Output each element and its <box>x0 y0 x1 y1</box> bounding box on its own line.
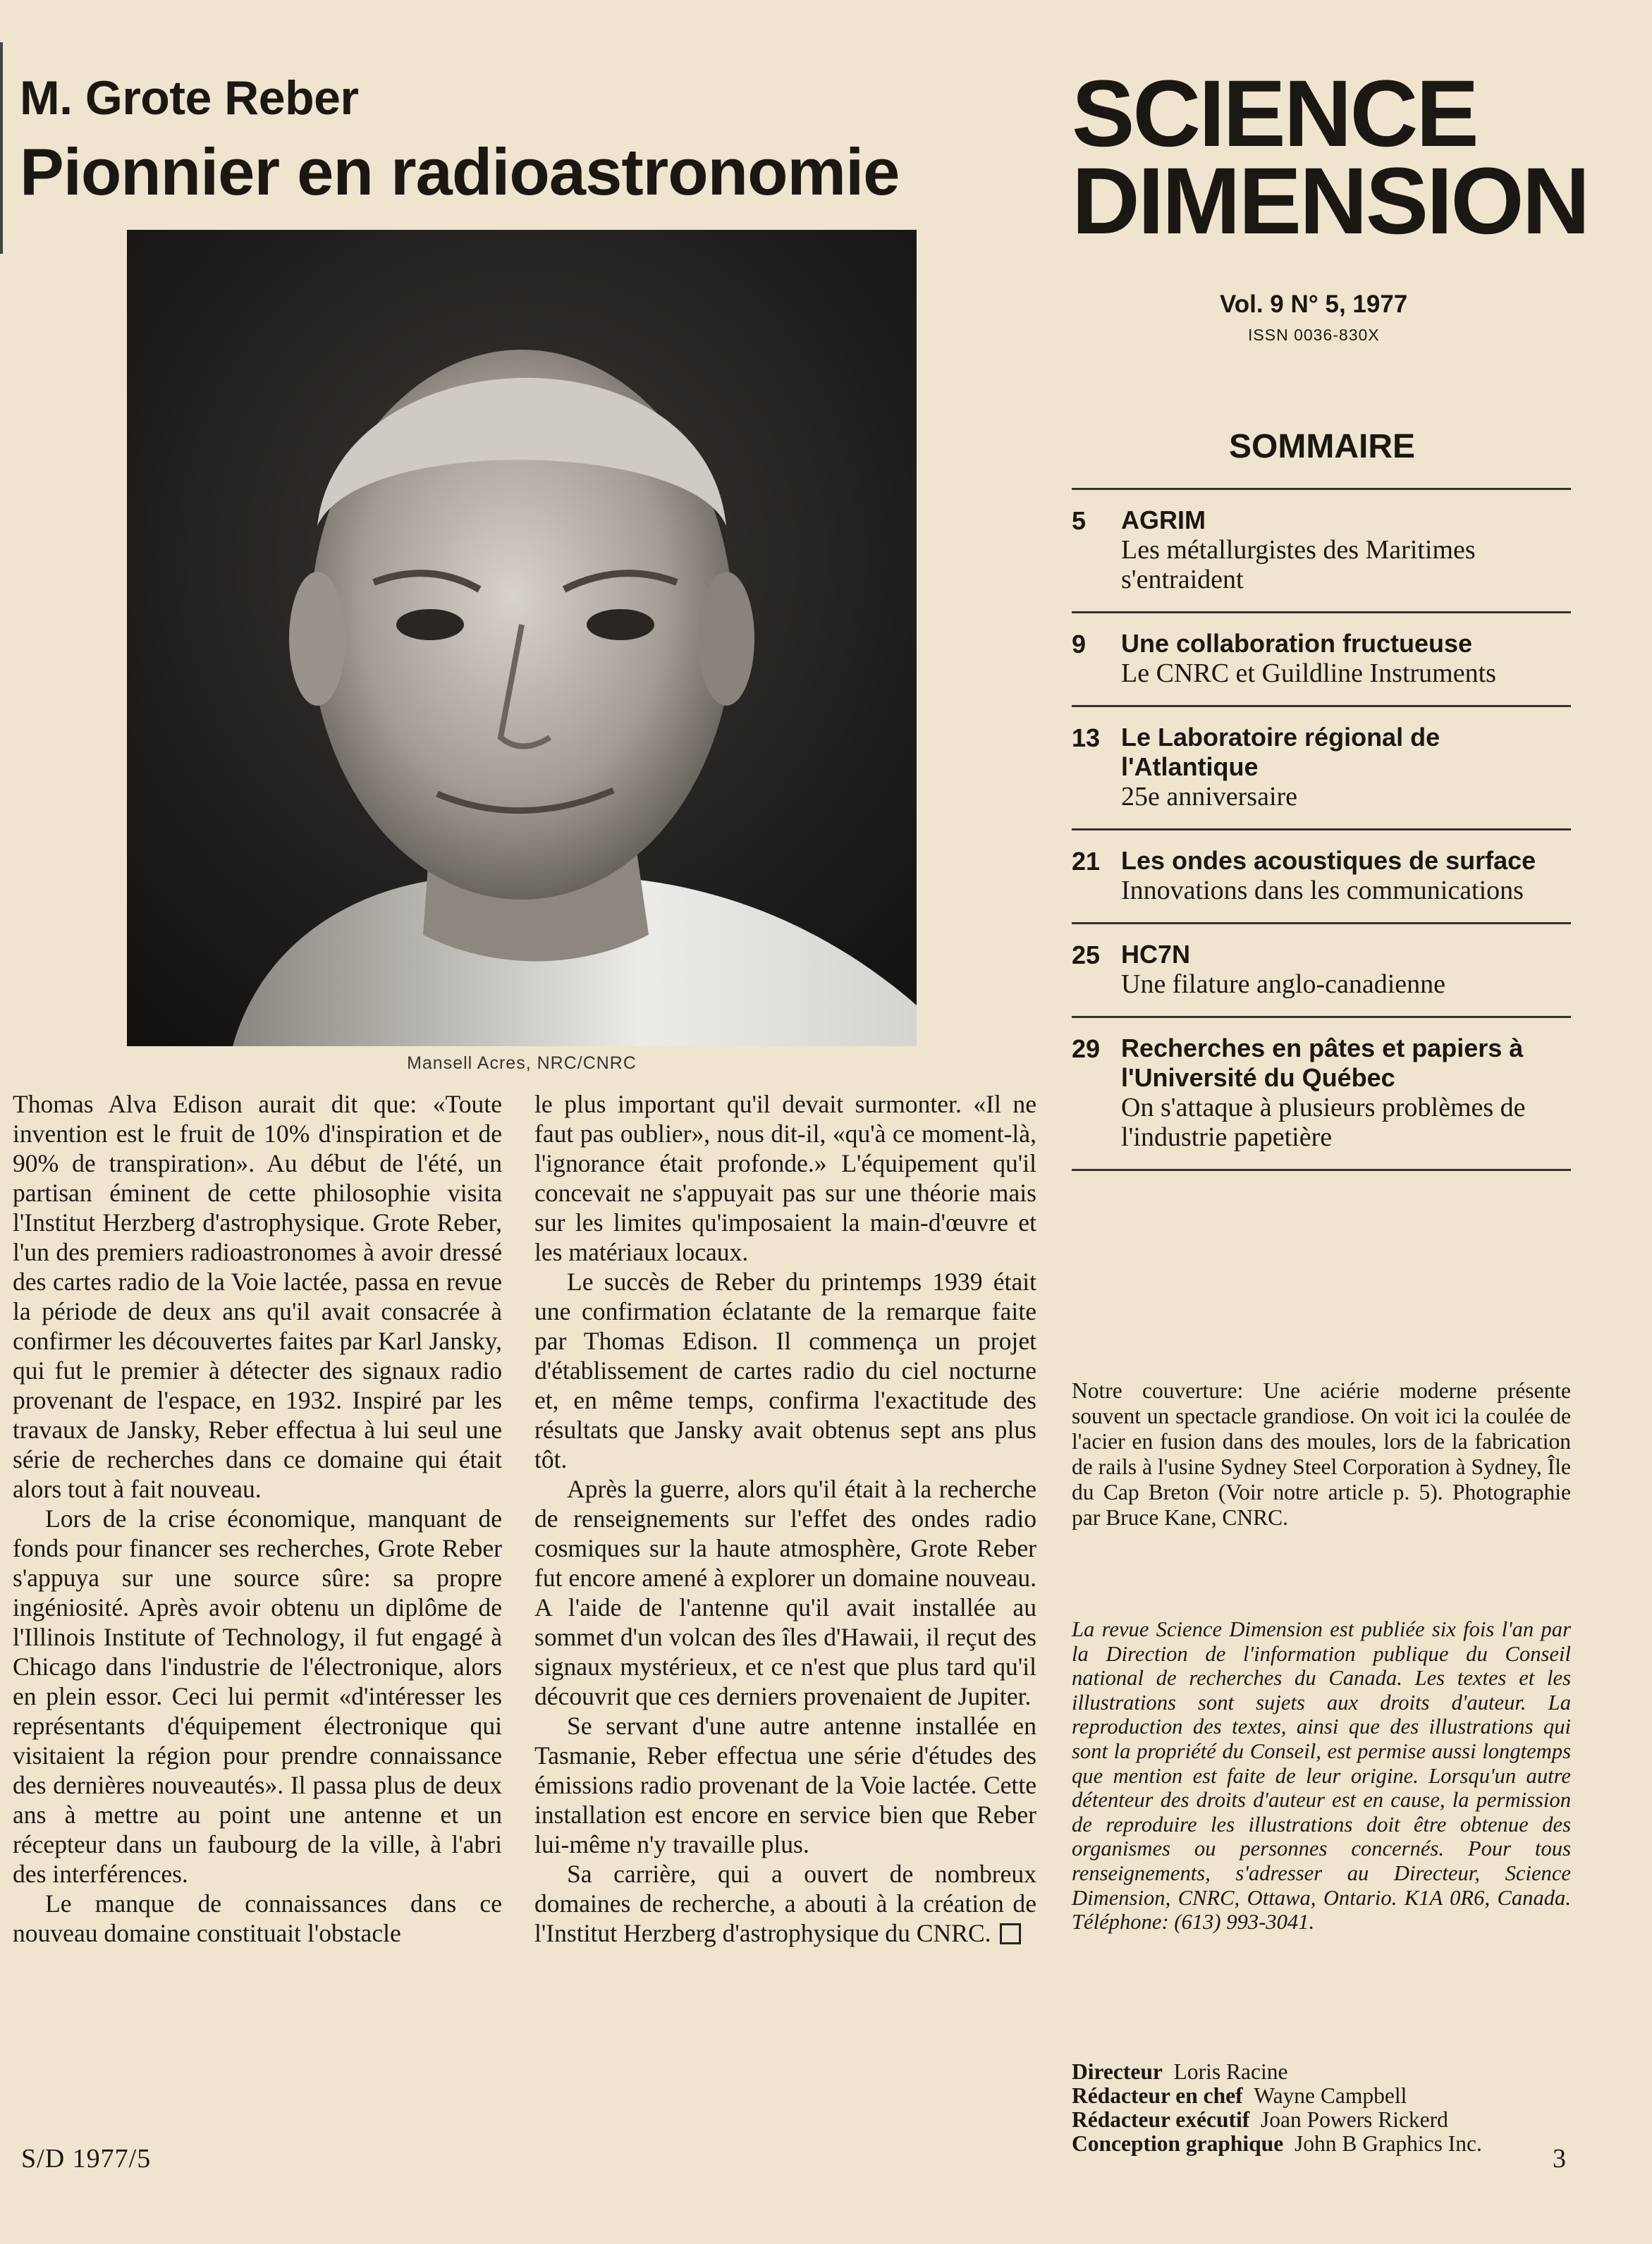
staff-name: Wayne Campbell <box>1254 2083 1407 2108</box>
portrait-illustration <box>127 230 917 1046</box>
article-paragraph: Thomas Alva Edison aurait dit que: «Toute invention est le fruit de 10% d'inspiration et de 90% de transpiration». Au début de l'été, un partisan éminent de cette philosophie visita l'Institut Herzberg d'astrophysique. Grote Reber, l'un des premiers radioastronomes à avoir dressé des cartes radio de la Voie lactée, passa en revue la période de deux ans qu'il avait consacrée à confirmer les découvertes faites par Karl Jansky, qui fut le premier à détecter des signaux radio provenant de l'espace, en 1932. Inspiré par les travaux de Jansky, Reber effectua à lui seul une série de recherches dans ce domaine qui était alors tout à fait nouveau. <box>13 1090 502 1503</box>
toc-page-number: 21 <box>1072 847 1101 876</box>
toc-page-number: 29 <box>1072 1034 1101 1063</box>
toc-item[interactable] <box>1072 922 1571 1016</box>
article-paragraph: Se servant d'une autre antenne installée en Tasmanie, Reber effectua une série d'études des émissions radio provenant de la Voie lactée. Cette installation est encore en service bien que Reber lui-même n'y travaille plus. <box>534 1712 1036 1858</box>
toc-title: Les ondes acoustiques de surface <box>1121 846 1536 875</box>
staff-line <box>1072 2108 1579 2132</box>
article-paragraph: Lors de la crise économique, manquant de fonds pour financer ses recherches, Grote Reber s'appuya sur une source sûre: sa propre ingéniosité. Après avoir obtenu un diplôme de l'Illinois Institute of Technology, il fut engagé à Chicago dans l'industrie de l'électronique, alors en plein essor. Ceci lui permit «d'intéresser les représentants d'équipement électronique qui visitaient la région pour prendre connaissance des dernières nouveautés». Il passa plus de deux ans à mettre au point une antenne et un récepteur dans un faubourg de la ville, à l'abri des interférences. <box>13 1504 502 1888</box>
toc-page-number: 5 <box>1072 506 1087 535</box>
toc-title: Le Laboratoire régional de l'Atlantique <box>1121 723 1440 781</box>
table-of-contents <box>1072 488 1571 1171</box>
toc-title: Recherches en pâtes et papiers à l'Université du Québec <box>1121 1034 1524 1092</box>
issue-volume: Vol. 9 N° 5, 1977 <box>1220 290 1408 318</box>
staff-name: John B Graphics Inc. <box>1294 2131 1482 2156</box>
staff-line <box>1072 2084 1579 2108</box>
magazine-masthead <box>1072 61 1589 254</box>
staff-credits <box>1072 2060 1579 2156</box>
article-paragraph: Le manque de connaissances dans ce nouveau domaine constituait l'obstacle <box>13 1889 502 1947</box>
toc-item[interactable] <box>1072 705 1571 828</box>
portrait-photo <box>127 230 917 1046</box>
toc-subtitle: Les métallurgistes des Maritimes s'entraident <box>1121 535 1476 594</box>
end-of-article-square-icon <box>1000 1923 1021 1944</box>
article-paragraph-last <box>534 1859 1036 1948</box>
toc-subtitle: Innovations dans les communications <box>1121 876 1524 905</box>
toc-subtitle: On s'attaque à plusieurs problèmes de l'industrie papetière <box>1121 1093 1526 1152</box>
toc-subtitle: Le CNRC et Guildline Instruments <box>1121 658 1496 688</box>
staff-role: Directeur <box>1072 2059 1163 2084</box>
masthead-line-2: DIMENSION <box>1072 149 1589 254</box>
toc-item[interactable] <box>1072 828 1571 922</box>
article-paragraph: le plus important qu'il devait surmonter. «Il ne faut pas oublier», nous dit-il, «qu'à ce moment-là, l'ignorance était profonde.» L'équipement qu'il concevait ne s'appuyait pas sur une théorie mais sur les limites qu'imposaient la main-d'œuvre et les matériaux locaux. <box>534 1090 1036 1266</box>
article-paragraph-text: Sa carrière, qui a ouvert de nombreux domaines de recherche, a abouti à la création de l'Institut Herzberg d'astrophysique du CNRC. <box>534 1860 1036 1947</box>
article-column-2 <box>534 1089 1036 1948</box>
publication-note: La revue Science Dimension est publiée six fois l'an par la Direction de l'information publique du Conseil national de recherches du Canada. Les textes et les illustrations sont sujets aux droits d'auteur. La reproduction des textes, ainsi que des illustrations qui sont la propriété du Conseil, est permise aussi longtemps que mention est faite de leur origine. Lorsqu'un autre détenteur des droits d'auteur est en cause, la permission de reproduire les illustrations doit être obtenue des organismes ou personnes concernés. Pour tous renseignements, s'adresser au Directeur, Science Dimension, CNRC, Ottawa, Ontario. K1A 0R6, Canada. Téléphone: (613) 993-3041. <box>1072 1617 1571 1935</box>
binding-edge-mark <box>0 42 10 254</box>
page-number: 3 <box>1553 2144 1566 2174</box>
toc-title: AGRIM <box>1121 505 1206 534</box>
toc-subtitle: 25e anniversaire <box>1121 782 1298 811</box>
cover-note: Notre couverture: Une aciérie moderne présente souvent un spectacle grandiose. On voit ici la coulée de l'acier en fusion dans des moules, lors de la fabrication de rails à l'usine Sydney Steel Corporation à Sydney, Île du Cap Breton (Voir notre article p. 5). Photographie par Bruce Kane, CNRC. <box>1072 1378 1571 1530</box>
staff-name: Loris Racine <box>1173 2059 1288 2084</box>
toc-page-number: 9 <box>1072 630 1087 658</box>
toc-page-number: 13 <box>1072 723 1101 752</box>
staff-name: Joan Powers Rickerd <box>1260 2107 1448 2132</box>
toc-item[interactable] <box>1072 488 1571 611</box>
staff-role: Rédacteur en chef <box>1072 2083 1243 2108</box>
masthead-line-1: SCIENCE <box>1072 61 1477 166</box>
staff-line <box>1072 2060 1579 2084</box>
issn-number: ISSN 0036-830X <box>1248 326 1380 344</box>
article-paragraph: Après la guerre, alors qu'il était à la recherche de renseignements sur l'effet des ondes radio cosmiques sur la haute atmosphère, Grote Reber fut encore amené à explorer un domaine nouveau. A l'aide de l'antenne qu'il avait installée au sommet d'un volcan des îles d'Hawaii, il reçut des signaux mystérieux, et ce n'est que plus tard qu'il découvrit que ces derniers provenaient de Jupiter. <box>534 1475 1036 1710</box>
sommaire-title: SOMMAIRE <box>1229 428 1415 465</box>
toc-subtitle: Une filature anglo-canadienne <box>1121 969 1445 999</box>
toc-item[interactable] <box>1072 611 1571 705</box>
article-kicker: M. Grote Reber <box>20 71 359 125</box>
article-column-1 <box>13 1089 502 1948</box>
toc-title: Une collaboration fructueuse <box>1121 629 1473 658</box>
article-paragraph: Le succès de Reber du printemps 1939 était une confirmation éclatante de la remarque faite par Thomas Edison. Il commença un projet d'établissement de cartes radio du ciel nocturne et, en même temps, confirma l'exactitude des résultats que Jansky avait obtenus sept ans plus tôt. <box>534 1268 1036 1473</box>
staff-line <box>1072 2132 1579 2156</box>
footer-issue-label: S/D 1977/5 <box>21 2144 152 2174</box>
toc-page-number: 25 <box>1072 940 1101 969</box>
staff-role: Rédacteur exécutif <box>1072 2107 1250 2132</box>
photo-credit: Mansell Acres, NRC/CNRC <box>407 1053 637 1073</box>
toc-item[interactable] <box>1072 1016 1571 1171</box>
staff-role: Conception graphique <box>1072 2131 1284 2156</box>
toc-title: HC7N <box>1121 940 1191 969</box>
article-headline: Pionnier en radioastronomie <box>20 135 900 209</box>
